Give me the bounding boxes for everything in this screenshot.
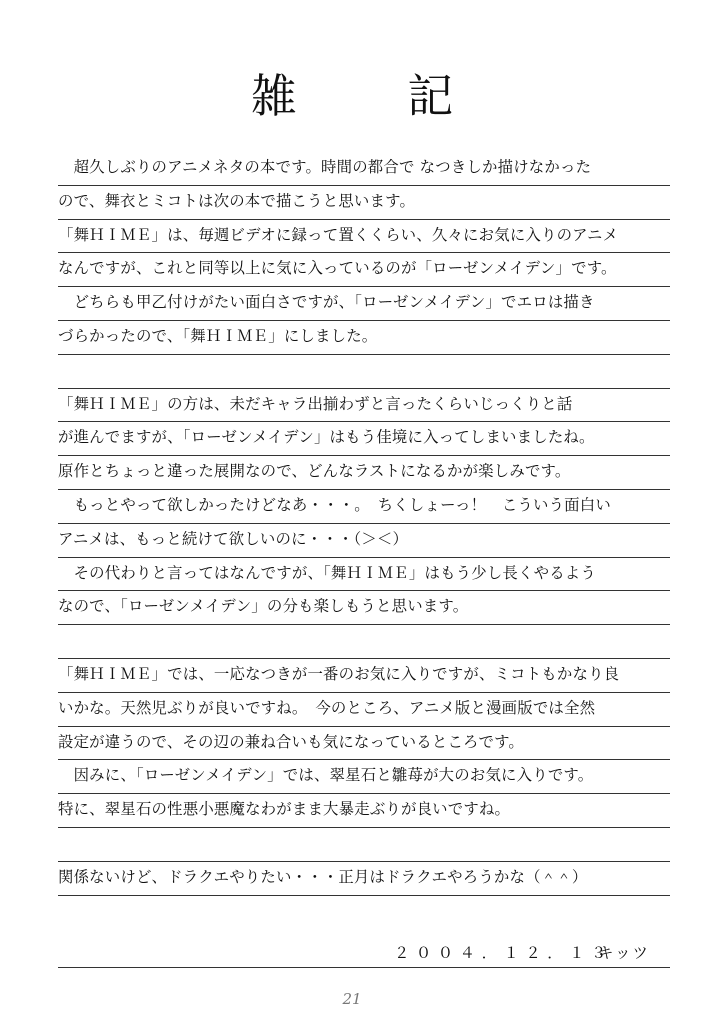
text-line: 「舞ＨＩＭＥ」の方は、未だキャラ出揃わずと言ったくらいじっくりと話 [58, 389, 670, 423]
text-line: なんですが、これと同等以上に気に入っているのが「ローゼンメイデン」です。 [58, 253, 670, 287]
text-line: 関係ないけど、ドラクエやりたい・・・正月はドラクエやろうかな（＾＾） [58, 862, 670, 896]
text-line: 特に、翠星石の性悪小悪魔なわがまま大暴走ぶりが良いですね。 [58, 794, 670, 828]
text-line: 「舞ＨＩＭＥ」は、毎週ビデオに録って置くくらい、久々にお気に入りのアニメ [58, 220, 670, 254]
text-line: 因みに、「ローゼンメイデン」では、翠星石と雛苺が大のお気に入りです。 [58, 760, 670, 794]
text-line: もっとやって欲しかったけどなあ・・・。 ちくしょーっ！ こういう面白い [58, 490, 670, 524]
signature-name: キッツ [598, 944, 650, 962]
body-text [58, 152, 670, 896]
text-line: づらかったので、「舞ＨＩＭＥ」にしました。 [58, 321, 670, 355]
text-line [58, 828, 670, 862]
signature-date: ２００４．１２．１３ [394, 944, 613, 962]
signature-line [58, 940, 670, 968]
text-line: 原作とちょっと違った展開なので、どんなラストになるかが楽しみです。 [58, 456, 670, 490]
text-line: 「舞ＨＩＭＥ」では、一応なつきが一番のお気に入りですが、ミコトもかなり良 [58, 659, 670, 693]
text-line: 設定が違うので、その辺の兼ね合いも気になっているところです。 [58, 727, 670, 761]
text-line: いかな。天然児ぶりが良いですね。 今のところ、アニメ版と漫画版では全然 [58, 693, 670, 727]
text-line: なので、「ローゼンメイデン」の分も楽しもうと思います。 [58, 591, 670, 625]
text-line: アニメは、もっと続けて欲しいのに・・・（＞＜） [58, 524, 670, 558]
text-line: どちらも甲乙付けがたい面白さですが、「ローゼンメイデン」でエロは描き [58, 287, 670, 321]
text-line [58, 355, 670, 389]
text-line [58, 625, 670, 659]
text-line: その代わりと言ってはなんですが、「舞ＨＩＭＥ」はもう少し長くやるよう [58, 558, 670, 592]
text-line: 超久しぶりのアニメネタの本です。時間の都合で なつきしか描けなかった [58, 152, 670, 186]
page-number: 21 [342, 990, 362, 1008]
text-line: が進んでますが、「ローゼンメイデン」はもう佳境に入ってしまいましたね。 [58, 422, 670, 456]
text-line: ので、舞衣とミコトは次の本で描こうと思います。 [58, 186, 670, 220]
page-title: 雑 記 [250, 69, 502, 123]
